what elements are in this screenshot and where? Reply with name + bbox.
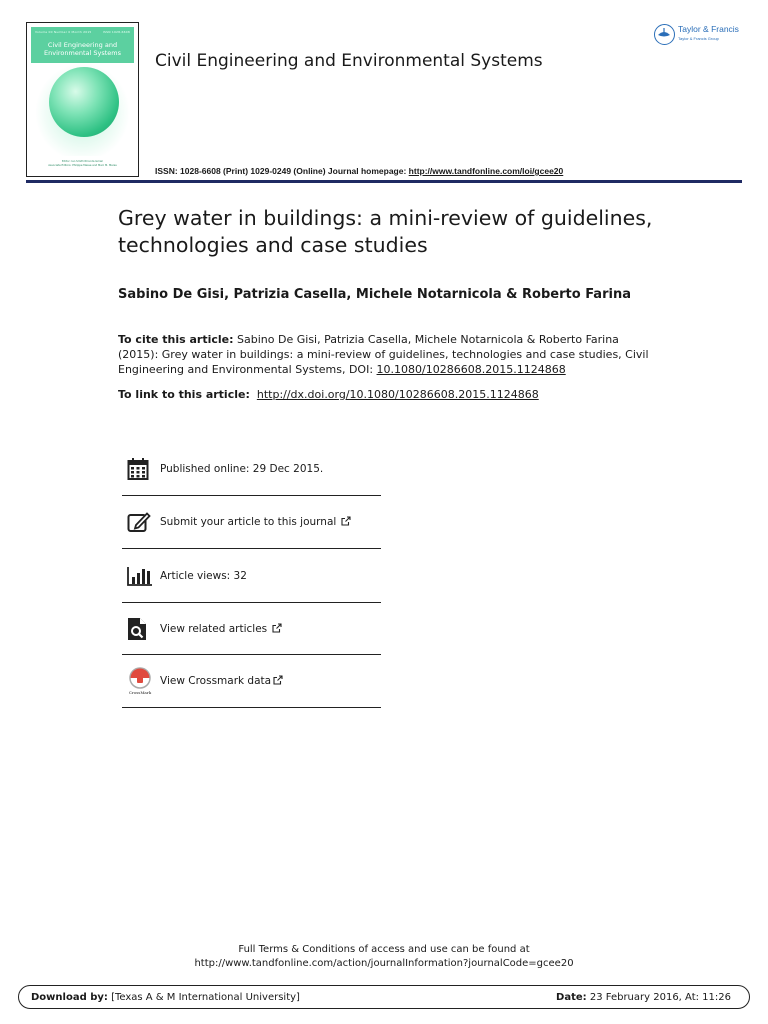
publisher-logo-icon xyxy=(654,24,675,45)
terms-line-1: Full Terms & Conditions of access and use can be found at xyxy=(238,944,530,955)
related-articles-row[interactable] xyxy=(122,603,381,655)
terms-url[interactable]: http://www.tandfonline.com/action/journalInformation?journalCode=gcee20 xyxy=(194,958,574,969)
document-search-icon xyxy=(122,617,160,641)
publisher-name: Taylor & Francis xyxy=(678,24,739,34)
link-label: To link to this article: xyxy=(118,388,250,401)
download-by-label: Download by: xyxy=(31,991,108,1003)
journal-homepage-link[interactable]: http://www.tandfonline.com/loi/gcee20 xyxy=(408,166,564,176)
article-title: Grey water in buildings: a mini-review of guidelines, technologies and case studies xyxy=(118,206,653,257)
cover-meta-right: ISSN 1028-6608 xyxy=(102,30,130,34)
crossmark-icon-text: CrossMark xyxy=(128,690,152,695)
journal-title: Civil Engineering and Environmental Systems xyxy=(155,51,543,71)
article-views-row xyxy=(122,549,381,603)
related-articles-label xyxy=(160,623,282,635)
article-actions-list xyxy=(122,442,381,708)
cite-label: To cite this article: xyxy=(118,333,234,346)
cover-footer-line2: Associate Editors: Philippe Masse and Marc M. Mares xyxy=(48,164,117,167)
download-by-value: [Texas A & M International University] xyxy=(107,991,300,1003)
calendar-icon xyxy=(122,457,160,481)
submit-article-label xyxy=(160,516,351,528)
bar-chart-icon xyxy=(122,566,160,586)
terms-notice xyxy=(0,943,768,971)
article-authors: Sabino De Gisi, Patrizia Casella, Michele Notarnicola & Roberto Farina xyxy=(118,287,631,302)
header-rule xyxy=(26,180,742,183)
external-link-icon xyxy=(341,516,351,526)
submit-article-text: Submit your article to this journal xyxy=(160,516,337,528)
crossmark-label xyxy=(160,675,283,687)
submit-article-row[interactable] xyxy=(122,496,381,549)
issn-text: ISSN: 1028-6608 (Print) 1029-0249 (Online) Journal homepage: xyxy=(155,166,409,176)
cover-meta xyxy=(35,30,130,34)
published-online-row xyxy=(122,442,381,496)
cover-footer xyxy=(37,160,128,168)
citation-block xyxy=(118,332,658,377)
related-articles-text: View related articles xyxy=(160,622,268,635)
issn-line xyxy=(155,166,563,176)
date-value: 23 February 2016, At: 11:26 xyxy=(586,991,731,1003)
download-by xyxy=(31,992,300,1003)
article-url-link[interactable]: http://dx.doi.org/10.1080/10286608.2015.1124868 xyxy=(256,388,539,401)
article-views-label: Article views: 32 xyxy=(160,569,247,582)
crossmark-row[interactable] xyxy=(122,655,381,708)
publisher-logo[interactable] xyxy=(654,22,746,46)
publisher-group: Taylor & Francis Group xyxy=(678,36,719,41)
crossmark-icon xyxy=(122,667,160,695)
crossmark-text: View Crossmark data xyxy=(160,675,272,687)
doi-link[interactable]: 10.1080/10286608.2015.1124868 xyxy=(376,363,566,376)
cite-text: Sabino De Gisi, Patrizia Casella, Michele Notarnicola & Roberto Farina (2015): Grey water in buildings: a mini-review of guidelines, technologies and case studies, Civil Engineering and Environmental Systems, DOI: xyxy=(118,333,649,376)
article-link-line xyxy=(118,388,539,401)
external-link-icon xyxy=(273,675,283,685)
cover-meta-left: Volume 00 Number 0 Month 2015 xyxy=(35,30,92,34)
date-label: Date: xyxy=(556,991,587,1003)
published-online-label: Published online: 29 Dec 2015. xyxy=(160,462,324,475)
cover-title: Civil Engineering and Environmental Systems xyxy=(44,41,121,57)
edit-icon xyxy=(122,511,160,533)
cover-footer-line1: Editor: Ian Smith Rhonda Ismail xyxy=(62,160,103,163)
globe-image xyxy=(49,67,119,137)
download-date xyxy=(556,992,731,1003)
external-link-icon xyxy=(272,623,282,633)
download-info-bar xyxy=(18,985,750,1009)
journal-cover-image xyxy=(26,22,139,177)
